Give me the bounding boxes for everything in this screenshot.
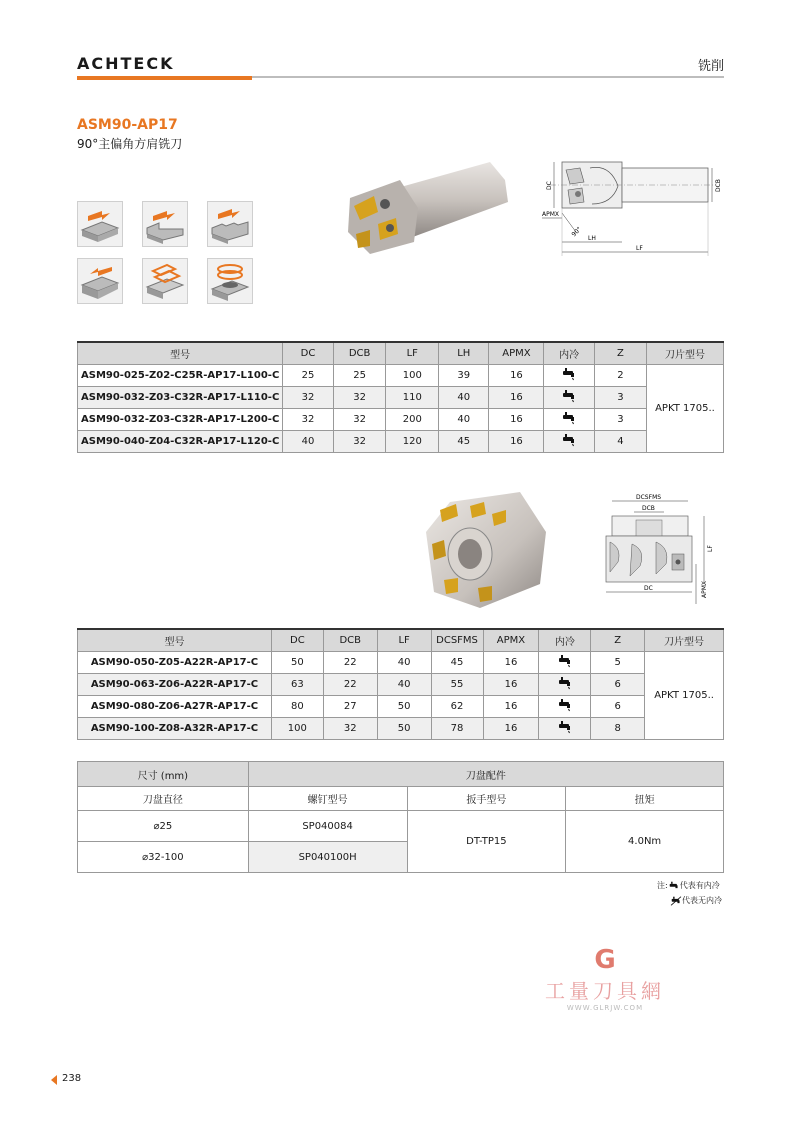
- header-accent-bar: [77, 76, 252, 80]
- coolant-cell: [544, 430, 595, 452]
- z-cell: 4: [594, 430, 646, 452]
- table-row: [78, 651, 724, 673]
- ramping-milling-icon: [142, 258, 188, 304]
- z-cell: 5: [591, 651, 645, 673]
- coolant-faucet-icon: [561, 389, 577, 403]
- table-row: [78, 811, 724, 842]
- size-header: 尺寸 (mm): [78, 762, 249, 787]
- table-row: [78, 364, 724, 386]
- dc-label: DC: [644, 585, 653, 592]
- face-mill-photo: [420, 492, 550, 610]
- dcb-cell: 22: [323, 673, 377, 695]
- dc-cell: 100: [271, 717, 323, 739]
- page-number-text: 238: [62, 1073, 82, 1084]
- dcsfms-cell: 45: [431, 651, 483, 673]
- diameter-cell: ⌀32-100: [78, 842, 249, 873]
- table-row: [78, 430, 724, 452]
- model-cell: ASM90-050-Z05-A22R-AP17-C: [78, 651, 272, 673]
- shoulder-milling-icon: [142, 201, 188, 247]
- note-no-coolant-text: 代表无内冷: [682, 896, 722, 905]
- col-header-insert: 刀片型号: [645, 629, 724, 651]
- lf-cell: 40: [377, 651, 431, 673]
- dc-cell: 32: [283, 386, 333, 408]
- lh-cell: 40: [439, 408, 489, 430]
- table-row: [78, 408, 724, 430]
- col-header-torque: 扭矩: [566, 787, 724, 811]
- coolant-cell: [539, 717, 591, 739]
- coolant-faucet-icon: [561, 367, 577, 381]
- coolant-faucet-icon: [557, 676, 573, 690]
- dcb-cell: 27: [323, 695, 377, 717]
- table-row: [78, 386, 724, 408]
- model-cell: ASM90-063-Z06-A22R-AP17-C: [78, 673, 272, 695]
- apmx-label: APMX: [701, 580, 708, 598]
- apmx-cell: 16: [483, 651, 539, 673]
- page-number: [52, 1073, 81, 1084]
- model-cell: ASM90-080-Z06-A27R-AP17-C: [78, 695, 272, 717]
- watermark-logo: G: [594, 945, 616, 975]
- col-header-z: Z: [591, 629, 645, 651]
- col-header-dcsfms: DCSFMS: [431, 629, 483, 651]
- table-row: [78, 695, 724, 717]
- note-with-coolant-text: 代表有内冷: [679, 881, 720, 890]
- watermark-name: 工量刀具網: [545, 979, 665, 1003]
- lh-cell: 45: [439, 430, 489, 452]
- lf-cell: 100: [386, 364, 439, 386]
- dc-cell: 40: [283, 430, 333, 452]
- accessories-table: [77, 761, 724, 873]
- dcb-cell: 32: [333, 408, 386, 430]
- dcb-cell: 25: [333, 364, 386, 386]
- z-cell: 6: [591, 673, 645, 695]
- face-milling-icon: [77, 201, 123, 247]
- z-cell: 2: [594, 364, 646, 386]
- model-cell: ASM90-025-Z02-C25R-AP17-L100-C: [78, 364, 283, 386]
- plunge-milling-icon: [77, 258, 123, 304]
- insert-cell: APKT 1705..: [645, 651, 724, 739]
- col-header-z: Z: [594, 342, 646, 364]
- insert-cell: APKT 1705..: [646, 364, 723, 452]
- dc-cell: 32: [283, 408, 333, 430]
- model-cell: ASM90-100-Z08-A32R-AP17-C: [78, 717, 272, 739]
- col-header-dcb: DCB: [333, 342, 386, 364]
- slot-milling-icon: [207, 201, 253, 247]
- dcb-cell: 32: [333, 386, 386, 408]
- z-cell: 8: [591, 717, 645, 739]
- col-header-apmx: APMX: [483, 629, 539, 651]
- lf-cell: 40: [377, 673, 431, 695]
- face-mill-dimension-drawing: [596, 492, 726, 604]
- coolant-cell: [544, 364, 595, 386]
- lf-cell: 50: [377, 717, 431, 739]
- dc-cell: 25: [283, 364, 333, 386]
- col-header-dc: DC: [283, 342, 333, 364]
- coolant-faucet-icon: [557, 720, 573, 734]
- dc-cell: 63: [271, 673, 323, 695]
- parts-header: 刀盘配件: [248, 762, 723, 787]
- col-header-lf: LF: [386, 342, 439, 364]
- col-header-coolant: 内冷: [539, 629, 591, 651]
- dcb-cell: 22: [323, 651, 377, 673]
- section-title: 铣削: [697, 59, 724, 74]
- col-header-coolant: 内冷: [544, 342, 595, 364]
- table-header-row: [78, 629, 724, 651]
- table-row: [78, 717, 724, 739]
- face-mill-spec-table: [77, 628, 724, 740]
- product-subtitle: 90°主偏角方肩铣刀: [77, 137, 183, 151]
- product-title: ASM90-AP17: [77, 117, 178, 133]
- torque-cell: 4.0Nm: [566, 811, 724, 873]
- z-cell: 3: [594, 408, 646, 430]
- lf-label: LF: [707, 545, 714, 552]
- apmx-cell: 16: [489, 364, 544, 386]
- apmx-label: APMX: [542, 211, 560, 218]
- coolant-cell: [544, 408, 595, 430]
- dcsfms-cell: 62: [431, 695, 483, 717]
- diameter-cell: ⌀25: [78, 811, 249, 842]
- dcb-label: DCB: [642, 505, 655, 512]
- lf-cell: 110: [386, 386, 439, 408]
- lh-cell: 40: [439, 386, 489, 408]
- dc-cell: 80: [271, 695, 323, 717]
- coolant-faucet-icon: [561, 433, 577, 447]
- table-row: [78, 673, 724, 695]
- col-header-dc: DC: [271, 629, 323, 651]
- lf-cell: 200: [386, 408, 439, 430]
- apmx-cell: 16: [483, 717, 539, 739]
- coolant-faucet-icon: [557, 654, 573, 668]
- accessories-header-row: [78, 762, 724, 787]
- dcb-cell: 32: [323, 717, 377, 739]
- dc-cell: 50: [271, 651, 323, 673]
- col-header-apmx: APMX: [489, 342, 544, 364]
- end-mill-spec-table: [77, 341, 724, 453]
- model-cell: ASM90-032-Z03-C32R-AP17-L110-C: [78, 386, 283, 408]
- coolant-faucet-icon: [668, 881, 680, 891]
- col-header-dcb: DCB: [323, 629, 377, 651]
- note-no-coolant: [670, 895, 722, 906]
- dc-label: DC: [546, 181, 553, 190]
- coolant-faucet-icon: [561, 411, 577, 425]
- z-cell: 3: [594, 386, 646, 408]
- apmx-cell: 16: [483, 673, 539, 695]
- col-header-lh: LH: [439, 342, 489, 364]
- screw-cell: SP040084: [248, 811, 407, 842]
- col-header-model: 型号: [78, 629, 272, 651]
- end-mill-dimension-drawing: [540, 158, 730, 258]
- note-with-coolant: [657, 880, 720, 891]
- coolant-cell: [539, 673, 591, 695]
- helical-interpolation-icon: [207, 258, 253, 304]
- apmx-cell: 16: [489, 386, 544, 408]
- end-mill-photo: [340, 162, 510, 256]
- model-cell: ASM90-040-Z04-C32R-AP17-L120-C: [78, 430, 283, 452]
- apmx-cell: 16: [483, 695, 539, 717]
- dcb-cell: 32: [333, 430, 386, 452]
- col-header-wrench: 扳手型号: [407, 787, 566, 811]
- note-prefix: 注:: [657, 881, 668, 890]
- col-header-diameter: 刀盘直径: [78, 787, 249, 811]
- coolant-cell: [544, 386, 595, 408]
- dcsfms-cell: 78: [431, 717, 483, 739]
- lh-label: LH: [588, 235, 596, 242]
- model-cell: ASM90-032-Z03-C32R-AP17-L200-C: [78, 408, 283, 430]
- watermark: [540, 945, 670, 1012]
- table-header-row: [78, 342, 724, 364]
- coolant-cell: [539, 651, 591, 673]
- apmx-cell: 16: [489, 408, 544, 430]
- col-header-lf: LF: [377, 629, 431, 651]
- coolant-faucet-icon: [557, 698, 573, 712]
- apmx-cell: 16: [489, 430, 544, 452]
- lf-label: LF: [636, 245, 643, 252]
- dcsfms-label: DCSFMS: [636, 494, 662, 501]
- accessories-subheader-row: [78, 787, 724, 811]
- screw-cell: SP040100H: [248, 842, 407, 873]
- brand-logo: ACHTECK: [77, 54, 175, 73]
- col-header-screw: 螺钉型号: [248, 787, 407, 811]
- col-header-model: 型号: [78, 342, 283, 364]
- coolant-cell: [539, 695, 591, 717]
- no-coolant-icon: [670, 896, 682, 906]
- lh-cell: 39: [439, 364, 489, 386]
- angle-label: 90°: [570, 225, 583, 239]
- dcb-label: DCB: [715, 179, 722, 192]
- lf-cell: 120: [386, 430, 439, 452]
- col-header-insert: 刀片型号: [646, 342, 723, 364]
- wrench-cell: DT-TP15: [407, 811, 566, 873]
- dcsfms-cell: 55: [431, 673, 483, 695]
- lf-cell: 50: [377, 695, 431, 717]
- watermark-url: WWW.GLRJW.COM: [566, 1004, 644, 1012]
- z-cell: 6: [591, 695, 645, 717]
